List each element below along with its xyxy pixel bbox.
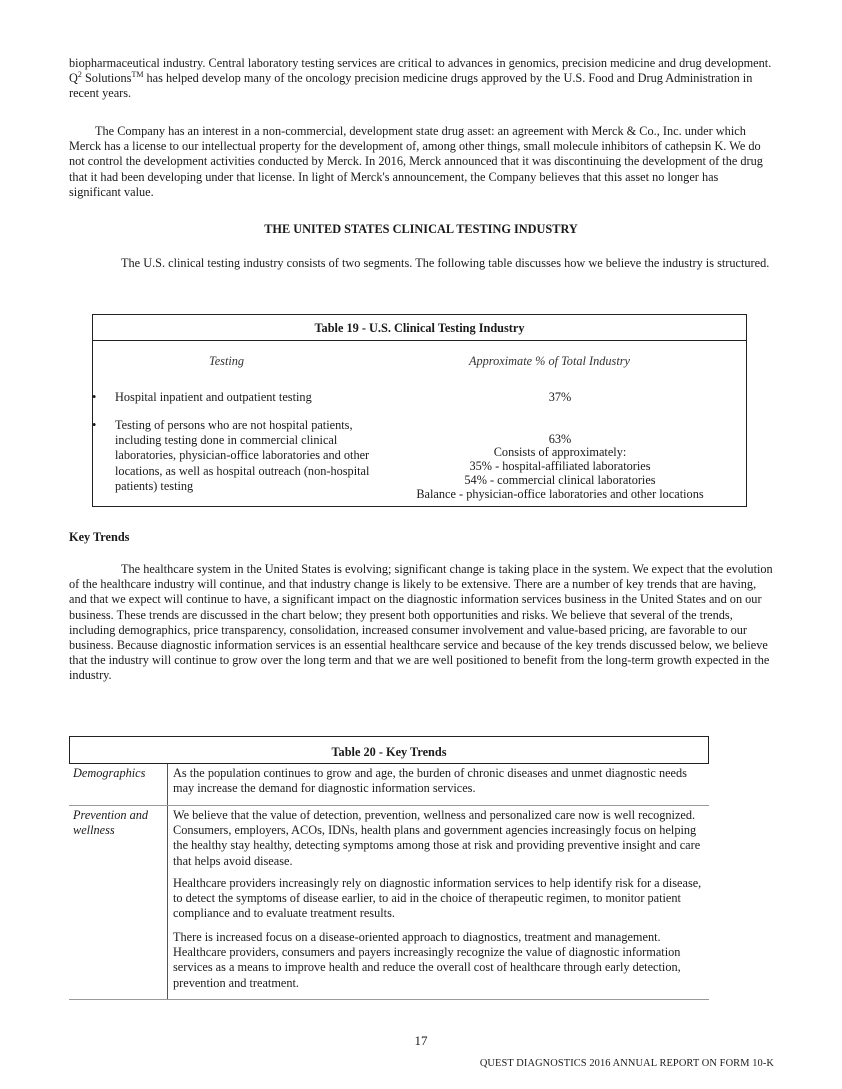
table-19-row-2-testing: Testing of persons who are not hospital patients, including testing done in commercial clinical laboratories, physician-office laboratories and other locations, as well as hospital outreach (non-hospital patients) testing [115,418,370,493]
table-19-title: Table 19 - U.S. Clinical Testing Industry [93,315,746,341]
bullet: • [92,390,97,404]
table-20-bottom-rule [69,999,709,1000]
table-20-row-separator [69,805,709,806]
key-trends-paragraph: The healthcare system in the United States is evolving; significant change is taking place in the system. We expect that the evolution of the healthcare industry will continue, and that industry change is likely to be extensive. There are a number of key trends that are having, and that we expect will continue to have, a significant impact on the diagnostic information services business in the United States and on our business. These trends are discussed in the chart below; they present both opportunities and risks. We believe that several of the trends, including demographics, price transparency, consolidation, increased consumer involvement and value-based pricing, are favorable to our business. Because diagnostic information services is an essential healthcare service and because of the key trends discussed below, we believe that the industry will continue to grow over the long term and that we are well positioned to benefit from the long-term growth expected in the industry. [69,562,773,683]
section-intro: The U.S. clinical testing industry consists of two segments. The following table discusses how we believe the industry is structured. [121,256,770,270]
table-20-row-1-label: Demographics [73,766,146,780]
table-20-row-2-text-3: There is increased focus on a disease-oriented approach to diagnostics, treatment and management. Healthcare providers, consumers and payers increasingly recognize the value of diagnostic information services as a means to improve health and reduce the overall cost of healthcare through early detection, prevention and treatment. [173,930,681,990]
table-19 [92,314,747,507]
table-19-row-1-testing: Hospital inpatient and outpatient testing [115,390,312,404]
table-19-col-percent: Approximate % of Total Industry [469,354,630,368]
page-number: 17 [414,1033,428,1048]
key-trends-heading: Key Trends [69,530,130,544]
bullet: • [92,418,97,432]
section-heading: THE UNITED STATES CLINICAL TESTING INDUSTRY [264,222,578,236]
table-20-row-2-label: Prevention and wellness [73,808,149,838]
table-19-row-1-value: 37% [548,390,572,404]
intro-paragraph-2: The Company has an interest in a non-commercial, development state drug asset: an agreement with Merck & Co., Inc. under which Merck has a license to our intellectual property for the development of, among other things, small molecule inhibitors of cathepsin K. We do not control the development activities conducted by Merck. In 2016, Merck announced that it was discontinuing the development of the drug that it had been developing under that license. In light of Merck's announcement, the Company believes that this asset no longer has significant value. [69,124,763,199]
table-19-row-2-value-3: 35% - hospital-affiliated laboratories [469,459,651,473]
table-20-column-divider [167,764,168,1000]
table-20-title: Table 20 - Key Trends [69,736,709,764]
table-19-col-testing: Testing [209,354,245,368]
intro-paragraph-1: biopharmaceutical industry. Central laboratory testing services are critical to advances in genomics, precision medicine and drug development. $Q^2$ Solutions™ has helped develop many of the oncology precision medicine drugs approved by the U.S. Food and Drug Administration in recent years. [69,56,772,101]
table-20-row-2-text-1: We believe that the value of detection, prevention, wellness and personalized care now is well recognized. Consumers, employers, ACOs, IDNs, health plans and government agencies increasingly focus on helping the healthy stay healthy, detecting symptoms among those at risk and providing preventive insight and care that helps avoid disease. [173,808,701,868]
page-footer: QUEST DIAGNOSTICS 2016 ANNUAL REPORT ON FORM 10-K [479,1058,774,1069]
table-20-row-1-text: As the population continues to grow and age, the burden of chronic diseases and unmet diagnostic needs may increase the demand for diagnostic information services. [173,766,687,796]
table-19-row-2-value-1: 63% [548,432,572,446]
table-19-row-2-value-5: Balance - physician-office laboratories and other locations [416,487,704,501]
table-19-row-2-value-4: 54% - commercial clinical laboratories [464,473,656,487]
table-20-row-2-text-2: Healthcare providers increasingly rely on diagnostic information services to help identify risk for a disease, to detect the symptoms of disease earlier, to aid in the choice of therapeutic regimen, to monitor patient compliance and to evaluate treatment results. [173,876,702,921]
table-19-row-2-value-2: Consists of approximately: [493,445,627,459]
